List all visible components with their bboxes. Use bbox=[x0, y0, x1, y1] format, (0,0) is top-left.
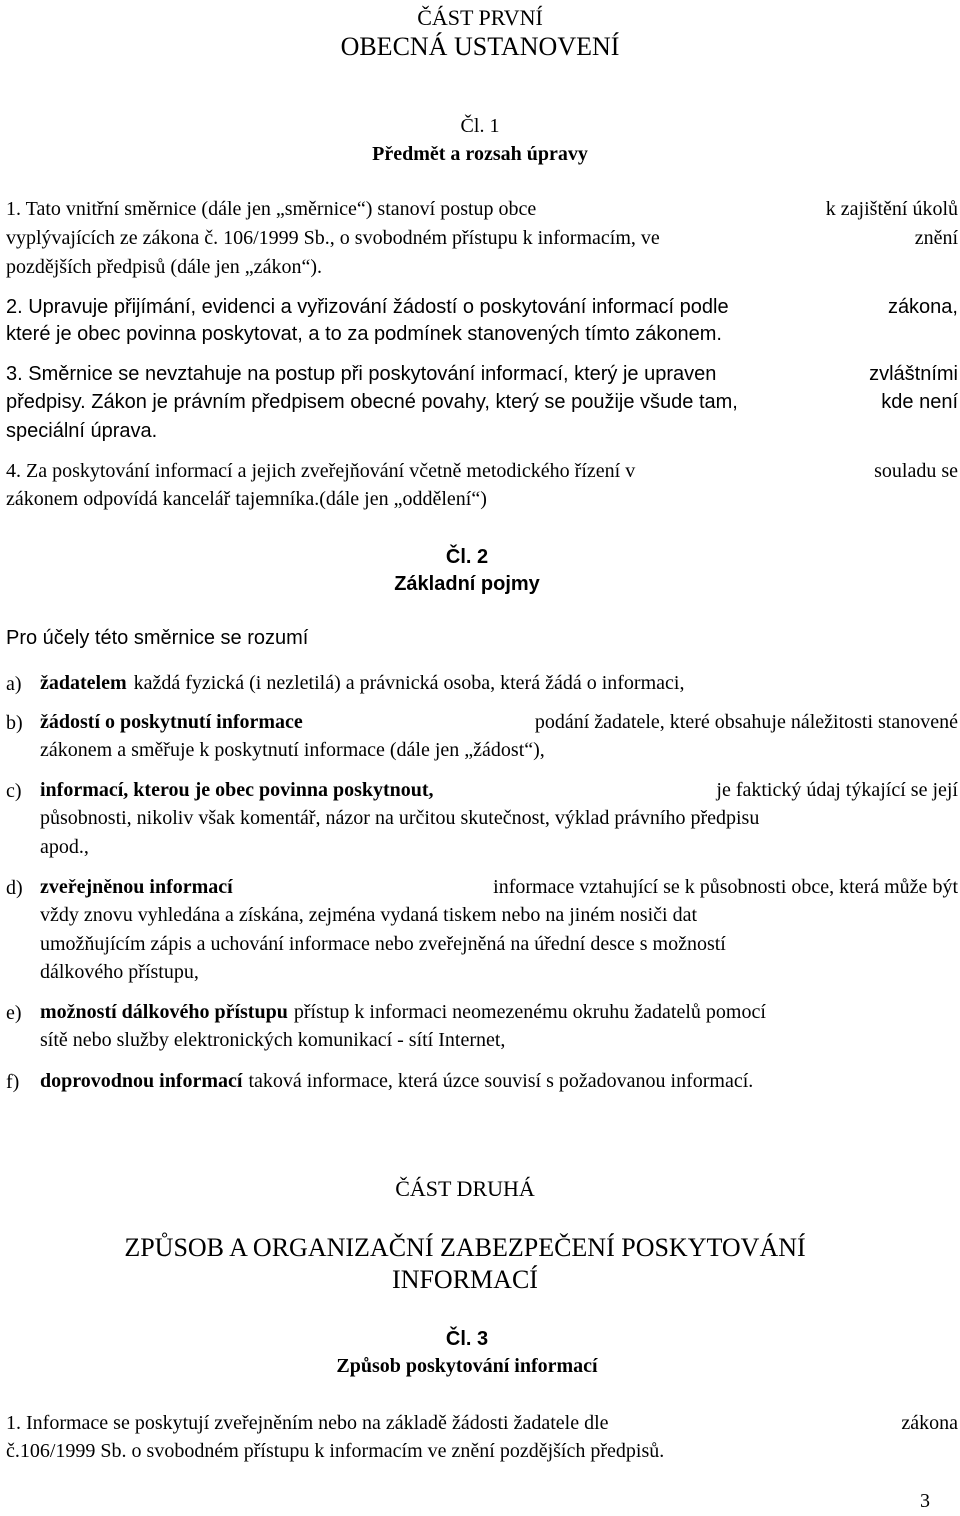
definition-row bbox=[40, 934, 958, 954]
text-span: působnosti, nikoliv však komentář, názor na určitou skutečnost, výklad právního předpisu bbox=[40, 807, 760, 829]
text-span: apod., bbox=[40, 836, 89, 858]
definition-term: žadatelem bbox=[40, 672, 127, 694]
text-span: k zajištění úkolů bbox=[825, 198, 958, 220]
definition-row bbox=[40, 712, 958, 732]
list-label: d) bbox=[6, 877, 23, 899]
page-number: 3 bbox=[920, 1490, 930, 1512]
text-span: zákonem a směřuje k poskytnutí informace (dále jen „žádost“), bbox=[40, 739, 545, 761]
text-span: zákona, bbox=[887, 296, 958, 318]
text-span: 3. Směrnice se nevztahuje na postup při poskytování informací, který je upraven bbox=[6, 363, 717, 385]
list-label: a) bbox=[6, 673, 22, 695]
definition-row bbox=[40, 837, 958, 857]
paragraph-line: zákonem odpovídá kancelář tajemníka.(dále jen „oddělení“) bbox=[6, 488, 487, 510]
definition-row bbox=[40, 1002, 958, 1022]
article-heading: Základní pojmy bbox=[394, 573, 540, 595]
article-heading: Způsob poskytování informací bbox=[336, 1355, 598, 1377]
text-span: informace vztahující se k působnosti obce, která může být bbox=[493, 876, 958, 898]
definition-row bbox=[40, 673, 958, 693]
text-span: vyplývajících ze zákona č. 106/1999 Sb., o svobodném přístupu k informacím, ve bbox=[6, 227, 660, 249]
paragraph-line: speciální úprava. bbox=[6, 420, 158, 442]
definition-term: žádostí o poskytnutí informace bbox=[40, 711, 303, 733]
article-heading: Předmět a rozsah úpravy bbox=[372, 143, 588, 165]
part-label: ČÁST DRUHÁ bbox=[395, 1176, 535, 1201]
text-span: 1. Informace se poskytují zveřejněním nebo na základě žádosti žadatele dle bbox=[6, 1412, 609, 1434]
paragraph-line bbox=[6, 1413, 958, 1433]
text-span: umožňujícím zápis a uchování informace nebo zveřejněná na úřední desce s možností bbox=[40, 933, 726, 955]
text-span: přístup k informaci neomezenému okruhu žadatelů pomocí bbox=[293, 1001, 766, 1023]
definition-term: zveřejněnou informací bbox=[40, 876, 233, 898]
text-span: 4. Za poskytování informací a jejich zveřejňování včetně metodického řízení v bbox=[6, 460, 636, 482]
article-number: Čl. 2 bbox=[445, 546, 489, 568]
text-span: 1. Tato vnitřní směrnice (dále jen „směrnice“) stanoví postup obce bbox=[6, 198, 537, 220]
part-title: OBECNÁ USTANOVENÍ bbox=[340, 32, 620, 61]
text-span: zvláštními bbox=[869, 363, 958, 385]
paragraph-line bbox=[6, 461, 958, 481]
text-span: sítě nebo služby elektronických komunikací - sítí Internet, bbox=[40, 1029, 506, 1051]
paragraph-line: které je obec povinna poskytovat, a to za podmínek stanovených tímto zákonem. bbox=[6, 323, 722, 345]
article-number: Čl. 1 bbox=[460, 115, 500, 137]
text-span: je faktický údaj týkající se její bbox=[716, 779, 958, 801]
text-span: taková informace, která úzce souvisí s požadovanou informací. bbox=[248, 1070, 754, 1092]
paragraph-line bbox=[6, 297, 958, 317]
definition-row bbox=[40, 808, 958, 828]
list-label: c) bbox=[6, 780, 22, 802]
text-span: předpisy. Zákon je právním předpisem obecné povahy, který se použije všude tam, bbox=[6, 391, 738, 413]
text-span: souladu se bbox=[874, 460, 958, 482]
part-title: ZPŮSOB A ORGANIZAČNÍ ZABEZPEČENÍ POSKYTOVÁNÍ bbox=[124, 1233, 806, 1262]
paragraph-line: č.106/1999 Sb. o svobodném přístupu k informacím ve znění pozdějších předpisů. bbox=[6, 1440, 665, 1462]
article-number: Čl. 3 bbox=[445, 1328, 489, 1350]
definition-row bbox=[40, 1071, 958, 1091]
definition-row bbox=[40, 780, 958, 800]
definition-row bbox=[40, 962, 958, 982]
definition-term: informací, kterou je obec povinna poskytnout, bbox=[40, 779, 434, 801]
definition-term: doprovodnou informací bbox=[40, 1070, 243, 1092]
list-label: b) bbox=[6, 712, 23, 734]
part-title: INFORMACÍ bbox=[392, 1265, 538, 1294]
text-span: zákona bbox=[901, 1412, 958, 1434]
text-span: 2. Upravuje přijímání, evidenci a vyřizování žádostí o poskytování informací podle bbox=[6, 296, 729, 318]
list-label: f) bbox=[6, 1071, 20, 1093]
text-span: každá fyzická (i nezletilá) a právnická osoba, která žádá o informaci, bbox=[133, 672, 685, 694]
text-span: dálkového přístupu, bbox=[40, 961, 199, 983]
text-span: kde není bbox=[881, 391, 958, 413]
definition-row bbox=[40, 740, 958, 760]
paragraph-line bbox=[6, 364, 958, 384]
definition-row bbox=[40, 905, 958, 925]
paragraph-line bbox=[6, 228, 958, 248]
text-span: podání žadatele, které obsahuje náležitosti stanovené bbox=[534, 711, 958, 733]
definition-row bbox=[40, 877, 958, 897]
definition-term: možností dálkového přístupu bbox=[40, 1001, 288, 1023]
text-span: vždy znovu vyhledána a získána, zejména vydaná tiskem nebo na jiném nosiči dat bbox=[40, 904, 698, 926]
definitions-intro: Pro účely této směrnice se rozumí bbox=[6, 627, 309, 649]
paragraph-line bbox=[6, 199, 958, 219]
definition-row bbox=[40, 1030, 958, 1050]
part-label: ČÁST PRVNÍ bbox=[417, 5, 543, 30]
paragraph-line bbox=[6, 392, 958, 412]
paragraph-line: pozdějších předpisů (dále jen „zákon“). bbox=[6, 256, 322, 278]
list-label: e) bbox=[6, 1002, 22, 1024]
text-span: znění bbox=[914, 227, 958, 249]
